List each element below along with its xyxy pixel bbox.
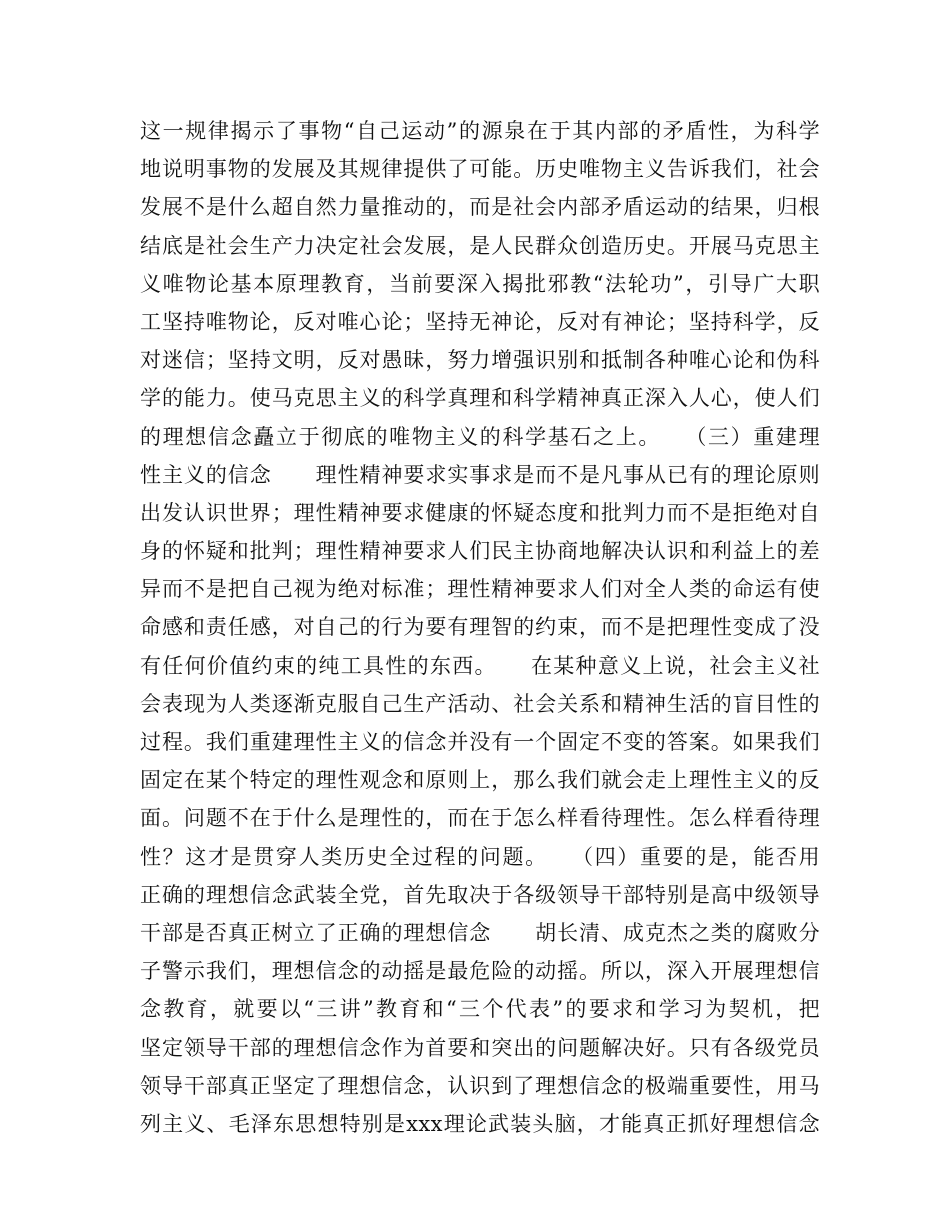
text-line: 性？这才是贯穿人类历史全过程的问题。 （四）重要的是，能否用 [140,844,820,869]
text-line: 子警示我们，理想信念的动摇是最危险的动摇。所以，深入开展理想信 [140,959,820,984]
text-line: 正确的理想信念武装全党，首先取决于各级领导干部特别是高中级领导 [140,882,820,907]
text-line: 出发认识世界；理性精神要求健康的怀疑态度和批判力而不是拒绝对自 [140,500,820,525]
text-line: 领导干部真正坚定了理想信念，认识到了理想信念的极端重要性，用马 [140,1073,820,1098]
text-line: 发展不是什么超自然力量推动的，而是社会内部矛盾运动的结果，归根 [140,195,820,220]
text-line: 义唯物论基本原理教育，当前要深入揭批邪教“法轮功”，引导广大职 [140,271,820,296]
text-line: 干部是否真正树立了正确的理想信念 胡长清、成克杰之类的腐败分 [140,920,820,945]
text-line: 坚定领导干部的理想信念作为首要和突出的问题解决好。只有各级党员 [140,1035,820,1060]
text-line: 性主义的信念 理性精神要求实事求是而不是凡事从已有的理论原则 [140,462,820,487]
text-line: 对迷信；坚持文明，反对愚昧，努力增强识别和抵制各种唯心论和伪科 [140,348,820,373]
text-line: 列主义、毛泽东思想特别是xxx理论武装头脑，才能真正抓好理想信念 [140,1111,820,1136]
text-line: 固定在某个特定的理性观念和原则上，那么我们就会走上理性主义的反 [140,768,820,793]
text-line: 念教育，就要以“三讲”教育和“三个代表”的要求和学习为契机，把 [140,997,820,1022]
text-line: 命感和责任感，对自己的行为要有理智的约束，而不是把理性变成了没 [140,615,820,640]
text-line: 异而不是把自己视为绝对标准；理性精神要求人们对全人类的命运有使 [140,577,820,602]
text-line: 工坚持唯物论，反对唯心论；坚持无神论，反对有神论；坚持科学，反 [140,309,820,334]
body-text [140,112,820,1143]
text-line: 会表现为人类逐渐克服自己生产活动、社会关系和精神生活的盲目性的 [140,691,820,716]
text-line: 的理想信念矗立于彻底的唯物主义的科学基石之上。 （三）重建理 [140,424,820,449]
text-line: 地说明事物的发展及其规律提供了可能。历史唯物主义告诉我们，社会 [140,157,820,182]
text-line: 过程。我们重建理性主义的信念并没有一个固定不变的答案。如果我们 [140,730,820,754]
text-line: 身的怀疑和批判；理性精神要求人们民主协商地解决认识和利益上的差 [140,539,820,564]
text-line: 这一规律揭示了事物“自己运动”的源泉在于其内部的矛盾性，为科学 [140,119,820,143]
text-line: 学的能力。使马克思主义的科学真理和科学精神真正深入人心，使人们 [140,386,820,411]
text-line: 面。问题不在于什么是理性的，而在于怎么样看待理性。怎么样看待理 [140,806,820,831]
text-line: 有任何价值约束的纯工具性的东西。 在某种意义上说，社会主义社 [140,653,820,678]
text-line: 结底是社会生产力决定社会发展，是人民群众创造历史。开展马克思主 [140,233,820,258]
